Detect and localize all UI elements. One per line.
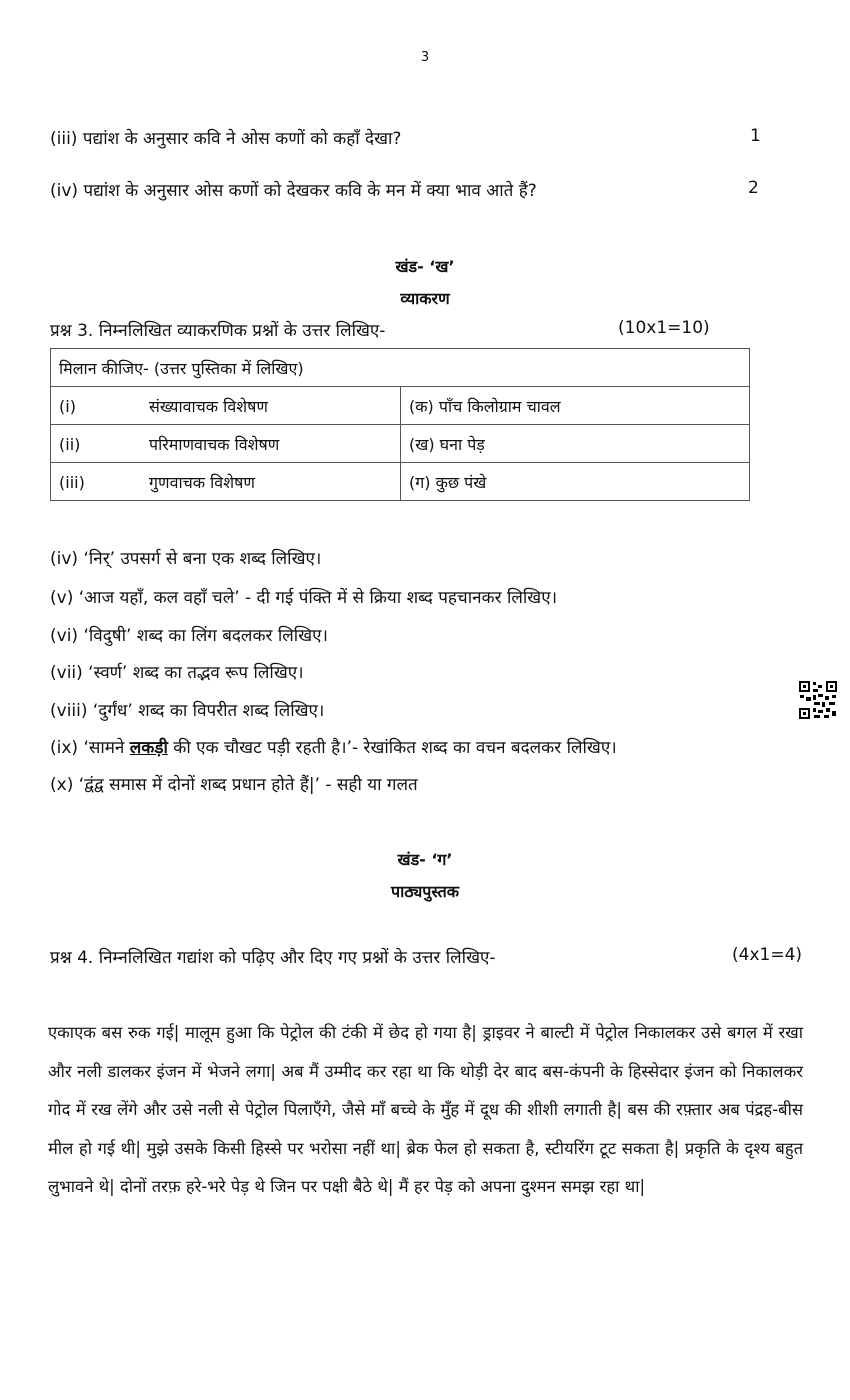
row-number: (ii) [59, 434, 81, 454]
row-left: गुणवाचक विशेषण [149, 472, 255, 492]
section-c-title: खंड- ‘ग’ [397, 850, 453, 869]
underlined-word: लकड़ी [129, 738, 168, 758]
row-right: (ग) कुछ पंखे [401, 463, 750, 501]
question-3-marks: (10x1=10) [618, 318, 710, 338]
matching-table [50, 348, 750, 501]
section-c-subtitle: पाठ्यपुस्तक [390, 882, 460, 901]
item-iv: (iv) ‘निर्’ उपसर्ग से बना एक शब्द लिखिए। [50, 549, 322, 569]
question-iii-marks: 1 [750, 126, 761, 146]
question-iv: (iv) पद्यांश के अनुसार ओस कणों को देखकर कवि के मन में क्या भाव आते हैं? [50, 181, 537, 201]
item-viii: (viii) ‘दुर्गंध’ शब्द का विपरीत शब्द लिखिए। [50, 701, 325, 721]
question-iii: (iii) पद्यांश के अनुसार कवि ने ओस कणों को कहाँ देखा? [50, 129, 402, 149]
item-v: (v) ‘आज यहाँ, कल वहाँ चले’ - दी गई पंक्ति में से क्रिया शब्द पहचानकर लिखिए। [50, 588, 558, 608]
row-right: (क) पाँच किलोग्राम चावल [401, 387, 750, 425]
table-header-row [51, 349, 750, 387]
passage: एकाएक बस रुक गई| मालूम हुआ कि पेट्रोल की टंकी में छेद हो गया है| ड्राइवर ने बाल्टी में पेट्रोल निकालकर उसे बगल में रखा और नली डालकर इंजन में भेजने लगा| अब मैं उम्मीद कर रहा था कि थोड़ी देर बाद बस-कंपनी के हिस्सेदार इंजन को निकालकर गोद में रख लेंगे और उसे नली से पेट्रोल पिलाएँगे, जैसे माँ बच्चे के मुँह में दूध की शीशी लगाती है| बस की रफ़्तार अब पंद्रह-बीस मील हो गई थी| मुझे उसके किसी हिस्से पर भरोसा नहीं था| ब्रेक फेल हो सकता है, स्टीयरिंग टूट सकता है| प्रकृति के दृश्य बहुत लुभावने थे| दोनों तरफ़ हरे-भरे पेड़ थे जिन पर पक्षी बैठे थे| मैं हर पेड़ को अपना दुश्मन समझ रहा था| [48, 1023, 803, 1196]
page-number: 3 [420, 50, 430, 65]
row-right: (ख) घना पेड़ [401, 425, 750, 463]
item-ix-before: (ix) ‘सामने [50, 738, 130, 758]
row-number: (iii) [59, 472, 85, 492]
table-row [51, 387, 750, 425]
item-vii: (vii) ‘स्वर्ण’ शब्द का तद्भव रूप लिखिए। [50, 663, 304, 683]
question-iv-marks: 2 [748, 178, 759, 198]
table-header: मिलान कीजिए- (उत्तर पुस्तिका में लिखिए) [51, 349, 750, 387]
question-4-marks: (4x1=4) [732, 945, 803, 965]
section-b-subtitle: व्याकरण [400, 289, 450, 308]
item-ix [50, 735, 617, 758]
item-ix-after: की एक चौखट पड़ी रहती है।’- रेखांकित शब्द का वचन बदलकर लिखिए। [167, 738, 617, 758]
table-row [51, 463, 750, 501]
section-b-title: खंड- ‘ख’ [395, 257, 455, 276]
table-row [51, 425, 750, 463]
row-left: परिमाणवाचक विशेषण [149, 434, 280, 454]
item-x: (x) ‘द्वंद्व समास में दोनों शब्द प्रधान होते हैं|’ - सही या गलत [50, 775, 418, 795]
question-3: प्रश्न 3. निम्नलिखित व्याकरणिक प्रश्नों के उत्तर लिखिए- [50, 321, 386, 341]
item-vi: (vi) ‘विदुषी’ शब्द का लिंग बदलकर लिखिए। [50, 626, 328, 646]
qr-code-icon [798, 680, 838, 720]
row-number: (i) [59, 396, 76, 416]
question-4: प्रश्न 4. निम्नलिखित गद्यांश को पढ़िए और दिए गए प्रश्नों के उत्तर लिखिए- [50, 948, 496, 968]
row-left: संख्यावाचक विशेषण [149, 396, 268, 416]
